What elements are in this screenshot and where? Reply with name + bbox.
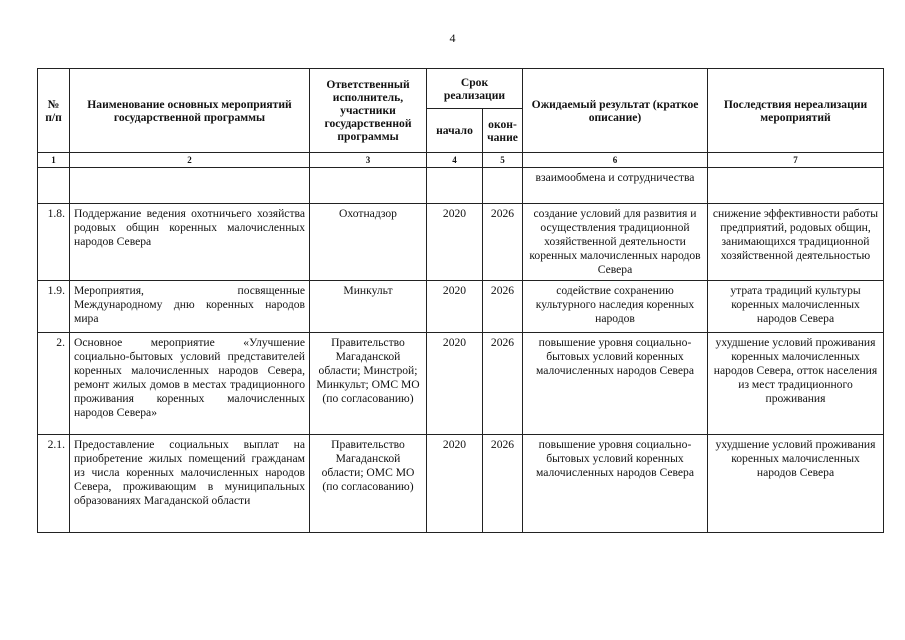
- header-start: начало: [427, 109, 483, 153]
- end-year: 2026: [483, 435, 523, 533]
- expected-result: повышение уровня социально-бытовых условий коренных малочисленных народов Севера: [523, 435, 708, 533]
- column-number-row: [38, 153, 884, 168]
- column-number: 7: [708, 153, 884, 168]
- end-year: 2026: [483, 333, 523, 435]
- header-number: № п/п: [38, 69, 70, 153]
- row-number: [38, 168, 70, 204]
- start-year: [427, 168, 483, 204]
- start-year: 2020: [427, 333, 483, 435]
- column-number: 3: [310, 153, 427, 168]
- row-number: 1.9.: [38, 281, 70, 333]
- column-number: 1: [38, 153, 70, 168]
- activity-name: Предоставление социальных выплат на приобретение жилых помещений гражданам из числа коренных малочисленных народов Севера, проживающим в муниципальных образованиях Магаданской области: [70, 435, 310, 533]
- table-row: [38, 435, 884, 533]
- end-year: 2026: [483, 204, 523, 281]
- column-number: 6: [523, 153, 708, 168]
- row-number: 2.1.: [38, 435, 70, 533]
- activity-name: [70, 168, 310, 204]
- table-row: [38, 168, 884, 204]
- activity-name: Мероприятия, посвященные Международному дню коренных народов мира: [70, 281, 310, 333]
- header-end: окон-чание: [483, 109, 523, 153]
- page-number: 4: [449, 31, 456, 45]
- header-consequences: Последствия нереализации мероприятий: [708, 69, 884, 153]
- activity-name: Основное мероприятие «Улучшение социально-бытовых условий представителей коренных малочисленных народов Севера, ремонт жилых домов в местах традиционного проживания коренных малочисленных народов Севера»: [70, 333, 310, 435]
- end-year: [483, 168, 523, 204]
- header-period: Срок реализации: [427, 69, 523, 109]
- expected-result: повышение уровня социально-бытовых условий коренных малочисленных народов Севера: [523, 333, 708, 435]
- executor: Минкульт: [310, 281, 427, 333]
- start-year: 2020: [427, 435, 483, 533]
- consequence: утрата традиций культуры коренных малочисленных народов Севера: [708, 281, 884, 333]
- executor: Правительство Магаданской области; Минстрой; Минкульт; ОМС МО (по согласованию): [310, 333, 427, 435]
- header-executor: Ответственный исполнитель, участники государственной программы: [310, 69, 427, 153]
- start-year: 2020: [427, 281, 483, 333]
- column-number: 5: [483, 153, 523, 168]
- consequence: снижение эффективности работы предприятий, родовых общин, занимающихся традиционной хозяйственной деятельностью: [708, 204, 884, 281]
- expected-result: содействие сохранению культурного наследия коренных народов: [523, 281, 708, 333]
- executor: Охотнадзор: [310, 204, 427, 281]
- row-number: 2.: [38, 333, 70, 435]
- header-expected-result: Ожидаемый результат (краткое описание): [523, 69, 708, 153]
- expected-result: взаимообмена и сотрудничества: [523, 168, 708, 204]
- program-activities-table: [37, 68, 884, 533]
- start-year: 2020: [427, 204, 483, 281]
- activity-name: Поддержание ведения охотничьего хозяйства родовых общин коренных малочисленных народов Севера: [70, 204, 310, 281]
- column-number: 2: [70, 153, 310, 168]
- consequence: ухудшение условий проживания коренных малочисленных народов Севера: [708, 435, 884, 533]
- consequence: ухудшение условий проживания коренных малочисленных народов Севера, отток населения из мест традиционного проживания: [708, 333, 884, 435]
- executor: Правительство Магаданской области; ОМС МО (по согласованию): [310, 435, 427, 533]
- header-row: [38, 69, 884, 109]
- header-activity-name: Наименование основных мероприятий государственной программы: [70, 69, 310, 153]
- consequence: [708, 168, 884, 204]
- row-number: 1.8.: [38, 204, 70, 281]
- expected-result: создание условий для развития и осуществления традиционной хозяйственной деятельности коренных малочисленных народов Севера: [523, 204, 708, 281]
- table-row: [38, 281, 884, 333]
- table-row: [38, 333, 884, 435]
- column-number: 4: [427, 153, 483, 168]
- table-row: [38, 204, 884, 281]
- end-year: 2026: [483, 281, 523, 333]
- executor: [310, 168, 427, 204]
